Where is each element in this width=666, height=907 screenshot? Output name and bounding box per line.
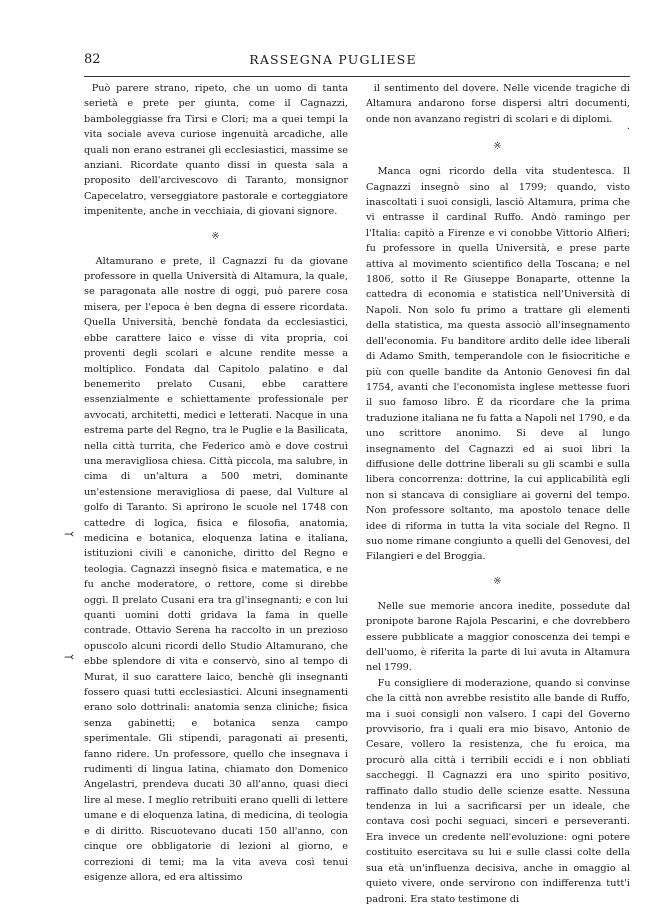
left-paragraph-2: Altamurano e prete, il Cagnazzi fu da giovane professore in quella Università di Altamura, la quale, se paragonata alle nostre di oggi, può parere cosa misera, per l'epoca è ben degna di essere ricordata. Quella Università, benchè fondata da ecclesiastici, ebbe carattere laico e visse di vita propria, coi proventi degli scolari e alcune rendite messe a moltiplico. Fondata dal Capitolo palatino e dal benemerito prelato Cusani, ebbe carattere essenzialmente e schiettamente professionale per avvocati, architetti, medici e letterati. Nacque in una estrema parte del Regno, tra le Puglie e la Basilicata, nella città turrita, che Federico amò e dove costruì una meravigliosa chiesa. Città piccola, ma salubre, in cima di un'altura a 500 metri, dominante un'estensione meravigliosa di paese, dal Vulture al golfo di Taranto. Si aprirono le scuole nel 1748 con cattedre di logica, fisica e filosofia, anatomia, medicina e botanica, eloquenza latina e italiana, istituzioni civili e canoniche, diritto del Regno e teologia. Cagnazzi insegnò fisica e matematica, e ne fu anche moderatore, o rettore, come si direbbe oggi. Il prelato Cusani era tra gl'insegnanti; e con lui quanti uomini dotti gridava la fama in quelle contrade. Ottavio Serena ha raccolto in un prezioso opuscolo alcuni ricordi dello Studio Altamurano, che ebbe splendore di vita e conservò, sino al tempo di Murat, il suo carattere laico, benchè gli insegnanti fossero quasi tutti ecclesiastici. Alcuni insegnamenti erano solo dottrinali: anatomia senza cliniche; fisica senza gabinetti; e botanica senza campo sperimentale. Gli stipendi, paragonati ai presenti, fanno ridere. Un professore, quello che insegnava i rudimenti di lingua latina, chiamato don Domenico Angelastri, prendeva ducati 30 all'anno, quasi dieci lire al mese. I meglio retribuiti erano quelli di lettere umane e di eloquenza latina, di medicina, di teologia e di diritto. Riscuotevano ducati 150 all'anno, con cinque ore obbligatorie di lezioni al giorno, e correzioni di temi; ma la vita aveva così tenui esigenze allora, ed era altissimo — [84, 255, 348, 883]
right-paragraph-2: Manca ogni ricordo della vita studentesca. Il Cagnazzi insegnò sino al 1799; quando, visto inascoltati i suoi consigli, lasciò Altamura, prima che vi entrasse il cardinal Ruffo. Andò ramingo per l'Italia: capitò a Firenze e vi conobbe Vittorio Alfieri; fu professore in quella Università, e prese parte attiva al movimento scientifico della Toscana; e nel 1806, sotto il Re Giuseppe Bonaparte, ottenne la cattedra di economia e statistica nell'Università di Napoli. Non solo fu primo a trattare gli elementi della statistica, ma questa associò all'insegnamento dell'economia. Fu banditore ardito delle idee liberali di Adamo Smith, temperandole con le fisiocritiche e più con quelle bandite da Antonio Genovesi fin dal 1754, avanti che l'economista inglese mettesse fuori il suo famoso libro. È da ricordare che la prima traduzione italiana ne fu fatta a Napoli nel 1790, e da uno scrittore anonimo. Si deve al lungo insegnamento del Cagnazzi ed ai suoi libri la diffusione delle dottrine liberali su gli scambi e sulla libera concorrenza: dottrine, la cui applicabilità egli non si stancava di consigliare ai governi del tempo. Non professore soltanto, ma apostolo tenace delle idee di riforma in tutta la vita sociale del Regno. Il suo nome rimane congiunto a quelli del Genovesi, del Filangieri e del Broggia. — [366, 166, 630, 563]
margin-mark-arrow: ⤙ — [64, 527, 75, 541]
header-rule — [84, 76, 630, 77]
left-column — [84, 81, 348, 885]
right-paragraph-4: Fu consigliere di moderazione, quando si convinse che la città non avrebbe resistito alle bande di Ruffo, ma i suoi consigli non valsero. I capi del Governo provvisorio, fra i quali era mio bisavo, Antonio de Cesare, vollero la resistenza, che fu eroica, ma procurò alla città i terribili eccidi e i non obbliati saccheggi. Il Cagnazzi era uno spirito positivo, raffinato dallo studio delle scienze esatte. Nessuna tendenza in lui a sacrificarsi per un ideale, che contava così pochi seguaci, sinceri e perseveranti. Era invece un credente nell'evoluzione: ogni potere costituito esercitava su lui e sulle classi colte della sua età un'influenza decisiva, anche in omaggio al quieto vivere, onde servirono con indifferenza tutt'i padroni. Era stato testimone di — [366, 677, 630, 905]
page-header — [0, 52, 666, 72]
left-paragraph-1: Può parere strano, ripeto, che un uomo di tanta serietà e prete per giunta, come il Cagnazzi, bamboleggiasse fra Tirsi e Clori; ma a quei tempi la vita sociale aveva curiose ingenuità arcadiche, alle quali non erano estranei gli ecclesiastici, massime se anziani. Ricordate quanto dissi in questa sala a proposito dell'arcivescovo di Taranto, monsignor Capecelatro, verseggiatore pastorale e corteggiatore impenitente, anche in vecchiaia, di giovani signore. — [84, 83, 348, 218]
right-column — [366, 81, 630, 907]
section-ornament: ※ — [493, 575, 503, 587]
section-ornament: ※ — [211, 230, 221, 242]
right-paragraph-1: il sentimento del dovere. Nelle vicende tragiche di Altamura andarono forse dispersi altri documenti, onde non avanzano registri di scolari e di diplomi. — [366, 83, 630, 125]
end-mark: · — [626, 124, 630, 136]
page-number: 82 — [84, 52, 101, 67]
running-title: RASSEGNA PUGLIESE — [249, 52, 417, 67]
right-paragraph-3: Nelle sue memorie ancora inedite, possedute dal pronipote barone Rajola Pescarini, e che dovrebbero essere pubblicate a maggior conoscenza dei tempi e dell'uomo, è riferita la parte di lui avuta in Altamura nel 1799. — [366, 600, 630, 674]
margin-mark-arrow: ⤙ — [64, 650, 75, 664]
section-ornament: ※ — [493, 141, 503, 153]
